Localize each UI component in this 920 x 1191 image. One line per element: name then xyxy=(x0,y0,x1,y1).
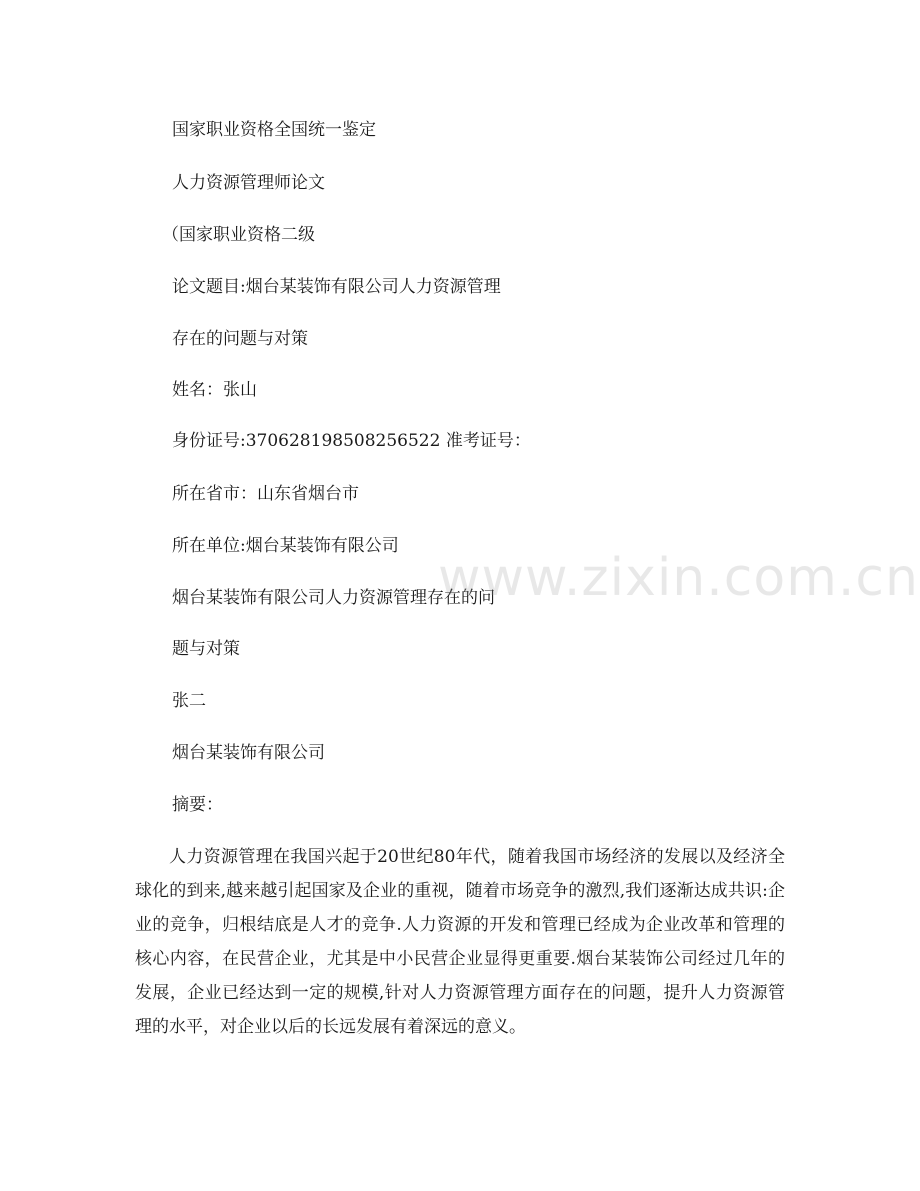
abstract-label: 摘要： xyxy=(172,795,223,815)
id-number-line: 身份证号:370628198508256522 准考证号： xyxy=(172,431,531,451)
article-author: 张二 xyxy=(172,691,206,711)
topic-line-1: 论文题目:烟台某装饰有限公司人力资源管理 xyxy=(172,277,501,297)
article-title-line-1: 烟台某装饰有限公司人力资源管理存在的问 xyxy=(172,588,495,608)
unit-line: 所在单位:烟台某装饰有限公司 xyxy=(172,536,399,556)
province-line: 所在省市：山东省烟台市 xyxy=(172,484,359,504)
exam-title: 国家职业资格全国统一鉴定 xyxy=(172,120,376,140)
candidate-name: 姓名：张山 xyxy=(172,380,257,400)
topic-line-2: 存在的问题与对策 xyxy=(172,329,308,349)
paper-type: 人力资源管理师论文 xyxy=(172,173,325,193)
article-affiliation: 烟台某装饰有限公司 xyxy=(172,743,325,763)
watermark: www.zixin.com.cn xyxy=(438,548,919,608)
abstract-text: 人力资源管理在我国兴起于20世纪80年代，随着我国市场经济的发展以及经济全球化的到来,越来越引起国家及企业的重视，随着市场竞争的激烈,我们逐渐达成共识:企业的竞争，归根结底是人才的竞争.人力资源的开发和管理已经成为企业改革和管理的核心内容，在民营企业，尤其是中小民营企业显得更重要.烟台某装饰公司经过几年的发展，企业已经达到一定的规模,针对人力资源管理方面存在的问题，提升人力资源管理的水平，对企业以后的长远发展有着深远的意义。 xyxy=(135,847,785,1037)
article-title-line-2: 题与对策 xyxy=(172,639,240,659)
qualification-level: （国家职业资格二级 xyxy=(162,225,315,245)
